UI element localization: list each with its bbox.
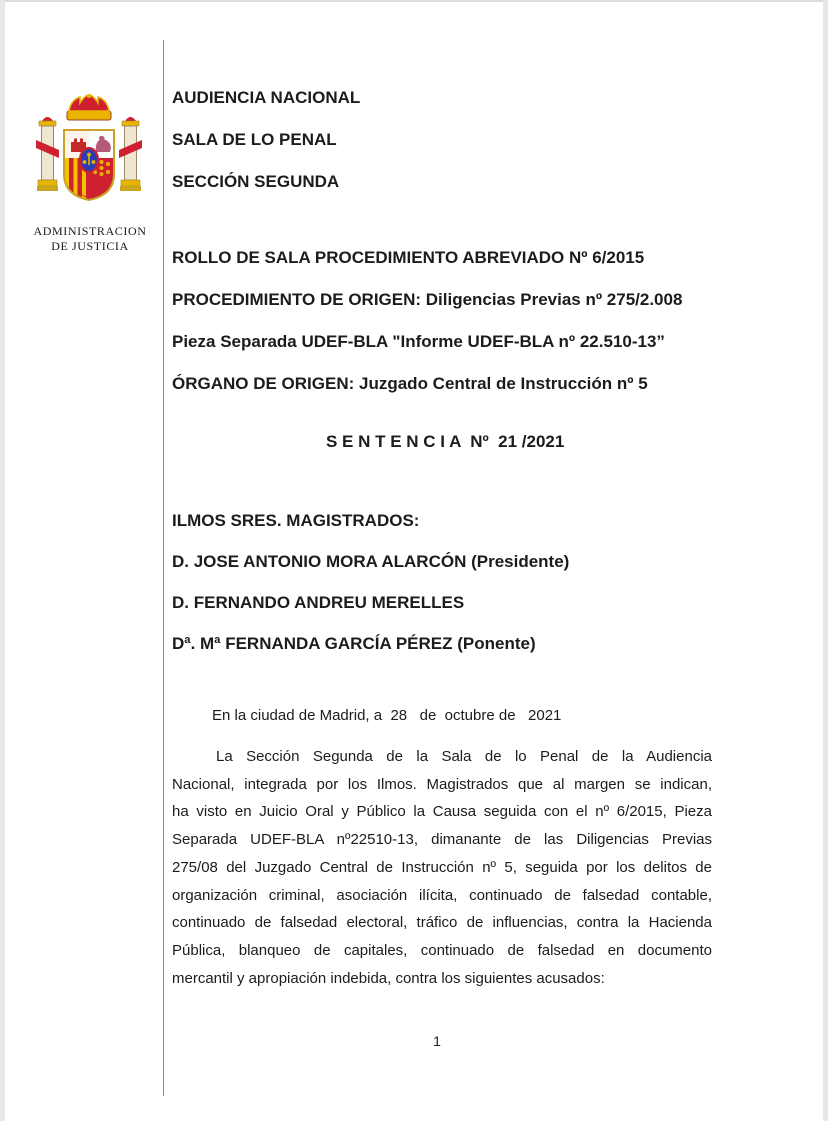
case-pieza: Pieza Separada UDEF-BLA "Informe UDEF-BLA nº 22.510-13” <box>172 332 665 351</box>
date-line: En la ciudad de Madrid, a 28 de octubre de 2021 <box>212 707 562 724</box>
paragraph-line: Pública, blanqueo de capitales, continuado de falsedad en documento <box>172 941 712 959</box>
case-rollo: ROLLO DE SALA PROCEDIMIENTO ABREVIADO Nº 6/2015 <box>172 248 645 267</box>
paragraph-line: 275/08 del Juzgado Central de Instrucción nº 5, seguida por los delitos de <box>172 858 712 876</box>
crest-caption <box>15 224 165 254</box>
header-section: SECCIÓN SEGUNDA <box>172 172 340 191</box>
paragraph-line: mercantil y apropiación indebida, contra los siguientes acusados: <box>172 969 605 987</box>
left-margin-rule <box>163 40 164 1096</box>
magistrados-heading: ILMOS SRES. MAGISTRADOS: <box>172 511 420 530</box>
document-page <box>5 0 823 1121</box>
paragraph-line: organización criminal, asociación ilícita, continuado de falsedad contable, <box>172 886 712 904</box>
paragraph-line: continuado de falsedad electoral, tráfico de influencias, contra la Hacienda <box>172 914 712 932</box>
crest-caption-line2: DE JUSTICIA <box>51 239 129 253</box>
spain-coat-of-arms-icon <box>33 94 145 212</box>
header-chamber: SALA DE LO PENAL <box>172 130 337 149</box>
magistrado-ponente: Dª. Mª FERNANDA GARCÍA PÉREZ (Ponente) <box>172 634 536 653</box>
intro-paragraph <box>172 743 712 992</box>
case-procedimiento: PROCEDIMIENTO DE ORIGEN: Diligencias Previas nº 275/2.008 <box>172 290 683 309</box>
header-court: AUDIENCIA NACIONAL <box>172 88 361 107</box>
sentencia-title: S E N T E N C I A Nº 21 /2021 <box>326 432 565 451</box>
paragraph-line: ha visto en Juicio Oral y Público la Causa seguida con el nº 6/2015, Pieza <box>172 803 712 821</box>
crest-caption-line1: ADMINISTRACION <box>33 224 147 238</box>
paragraph-line: La Sección Segunda de la Sala de lo Penal de la Audiencia <box>216 748 712 765</box>
paragraph-line: Nacional, integrada por los Ilmos. Magistrados que al margen se indican, <box>172 775 712 793</box>
page-number: 1 <box>433 1033 441 1049</box>
magistrado-presidente: D. JOSE ANTONIO MORA ALARCÓN (Presidente) <box>172 552 570 571</box>
case-organo: ÓRGANO DE ORIGEN: Juzgado Central de Instrucción nº 5 <box>172 374 648 393</box>
paragraph-line: Separada UDEF-BLA nº22510-13, dimanante de las Diligencias Previas <box>172 831 712 849</box>
magistrado-vocal: D. FERNANDO ANDREU MERELLES <box>172 593 465 612</box>
